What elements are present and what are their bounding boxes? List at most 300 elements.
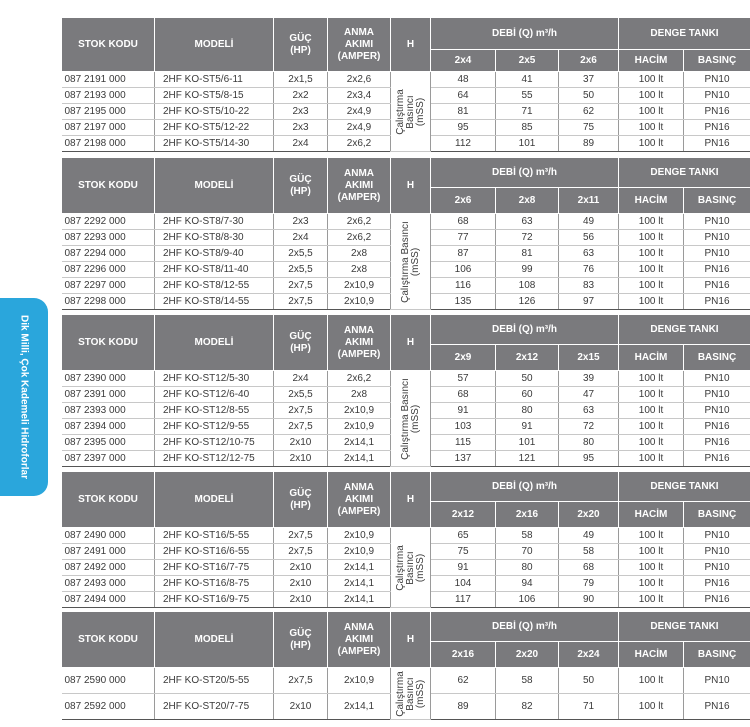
cell-flow-value: 68	[431, 214, 496, 230]
cell-power: 2x7,5	[274, 403, 328, 419]
cell-rated-current: 2x6,2	[328, 371, 391, 387]
cell-power: 2x7,5	[274, 544, 328, 560]
cell-tank-volume: 100 lt	[619, 136, 684, 152]
cell-tank-volume: 100 lt	[619, 230, 684, 246]
cell-flow-value: 76	[559, 262, 619, 278]
cell-power: 2x10	[274, 694, 328, 720]
header-balance-tank-label: DENGE TANKI	[650, 323, 719, 335]
h-label-line-2: Basıncı	[404, 94, 416, 129]
cell-flow-value: 82	[496, 694, 559, 720]
cell-model: 2HF KO-ST8/12-55	[155, 278, 274, 294]
cell-flow-value: 115	[431, 435, 496, 451]
cell-flow-value: 64	[431, 88, 496, 104]
cell-tank-volume: 100 lt	[619, 544, 684, 560]
cell-flow-value: 58	[496, 528, 559, 544]
header-flow-col: 2x15	[559, 345, 619, 371]
cell-rated-current: 2x3,4	[328, 88, 391, 104]
cell-rated-current: 2x10,9	[328, 419, 391, 435]
header-model	[155, 472, 274, 528]
cell-model: 2HF KO-ST8/7-30	[155, 214, 274, 230]
h-start-pressure-label	[396, 89, 426, 135]
cell-flow-value: 101	[496, 435, 559, 451]
header-stock-code	[62, 612, 155, 668]
header-power	[274, 18, 328, 72]
cell-model: 2HF KO-ST20/7-75	[155, 694, 274, 720]
header-balance-tank	[619, 18, 750, 50]
cell-stock-code: 087 2191 000	[62, 72, 155, 88]
cell-flow-value: 112	[431, 136, 496, 152]
header-flow-label: DEBİ (Q) m³/h	[492, 323, 557, 335]
h-start-pressure-label	[396, 671, 426, 717]
h-label-unit: (mSS)	[409, 404, 421, 433]
header-stock-code	[62, 472, 155, 528]
cell-flow-value: 87	[431, 246, 496, 262]
cell-tank-pressure: PN10	[684, 371, 750, 387]
cell-power: 2x10	[274, 451, 328, 467]
cell-stock-code: 087 2395 000	[62, 435, 155, 451]
cell-tank-pressure: PN10	[684, 560, 750, 576]
cell-power: 2x3	[274, 104, 328, 120]
cell-tank-pressure: PN10	[684, 214, 750, 230]
cell-tank-pressure: PN16	[684, 136, 750, 152]
header-pressure: BASINÇ	[684, 642, 750, 668]
h-label-line-1: Çalıştırma	[394, 670, 406, 717]
cell-stock-code: 087 2292 000	[62, 214, 155, 230]
cell-flow-value: 91	[431, 560, 496, 576]
header-power	[274, 472, 328, 528]
cell-flow-value: 55	[496, 88, 559, 104]
cell-stock-code: 087 2493 000	[62, 576, 155, 592]
cell-tank-pressure: PN16	[684, 262, 750, 278]
header-model	[155, 612, 274, 668]
header-model-label: MODELİ	[194, 493, 234, 505]
cell-model: 2HF KO-ST16/5-55	[155, 528, 274, 544]
cell-tank-volume: 100 lt	[619, 246, 684, 262]
header-rated-current	[328, 158, 391, 214]
cell-flow-value: 65	[431, 528, 496, 544]
spec-table-section	[61, 17, 750, 152]
header-flow-label: DEBİ (Q) m³/h	[492, 166, 557, 178]
cell-stock-code: 087 2198 000	[62, 136, 155, 152]
cell-tank-pressure: PN10	[684, 88, 750, 104]
cell-flow-value: 50	[559, 88, 619, 104]
cell-stock-code: 087 2393 000	[62, 403, 155, 419]
h-label-unit: (mSS)	[409, 247, 421, 276]
cell-flow-value: 80	[496, 560, 559, 576]
cell-flow-value: 106	[431, 262, 496, 278]
header-volume: HACİM	[619, 502, 684, 528]
header-flow	[431, 315, 619, 345]
cell-tank-pressure: PN10	[684, 528, 750, 544]
cell-stock-code: 087 2197 000	[62, 120, 155, 136]
header-h	[391, 315, 431, 371]
cell-stock-code: 087 2298 000	[62, 294, 155, 310]
cell-tank-pressure: PN16	[684, 120, 750, 136]
cell-flow-value: 121	[496, 451, 559, 467]
cell-flow-value: 72	[559, 419, 619, 435]
cell-flow-value: 94	[496, 576, 559, 592]
spec-table	[61, 611, 750, 720]
table-row	[62, 371, 750, 387]
cell-stock-code: 087 2491 000	[62, 544, 155, 560]
header-model-label: MODELİ	[194, 633, 234, 645]
cell-tank-pressure: PN10	[684, 668, 750, 694]
cell-model: 2HF KO-ST12/12-75	[155, 451, 274, 467]
header-stock-code-label: STOK KODU	[78, 493, 138, 505]
cell-model: 2HF KO-ST12/9-55	[155, 419, 274, 435]
cell-power: 2x7,5	[274, 278, 328, 294]
table-row	[62, 668, 750, 694]
cell-rated-current: 2x14,1	[328, 576, 391, 592]
cell-tank-pressure: PN10	[684, 403, 750, 419]
cell-h-start-pressure	[391, 668, 431, 720]
h-label-line-3: (mSS)	[414, 553, 426, 582]
cell-h-start-pressure	[391, 371, 431, 467]
cell-flow-value: 72	[496, 230, 559, 246]
cell-flow-value: 63	[496, 214, 559, 230]
cell-stock-code: 087 2590 000	[62, 668, 155, 694]
cell-power: 2x5,5	[274, 387, 328, 403]
cell-rated-current: 2x4,9	[328, 120, 391, 136]
cell-stock-code: 087 2296 000	[62, 262, 155, 278]
header-power-label: GÜÇ (HP)	[289, 330, 312, 354]
cell-model: 2HF KO-ST8/9-40	[155, 246, 274, 262]
cell-flow-value: 50	[559, 668, 619, 694]
cell-tank-volume: 100 lt	[619, 294, 684, 310]
spec-table-section	[61, 157, 750, 310]
header-volume: HACİM	[619, 188, 684, 214]
cell-tank-volume: 100 lt	[619, 668, 684, 694]
cell-flow-value: 95	[431, 120, 496, 136]
header-pressure: BASINÇ	[684, 345, 750, 371]
header-h	[391, 18, 431, 72]
spec-table-section	[61, 471, 750, 608]
cell-power: 2x10	[274, 576, 328, 592]
header-flow-col: 2x11	[559, 188, 619, 214]
header-flow-col: 2x6	[559, 50, 619, 72]
cell-flow-value: 77	[431, 230, 496, 246]
cell-rated-current: 2x8	[328, 246, 391, 262]
side-tab-label: Dik Milli, Çok Kademeli Hidroforlar	[18, 315, 30, 479]
cell-tank-volume: 100 lt	[619, 371, 684, 387]
cell-tank-pressure: PN10	[684, 246, 750, 262]
cell-model: 2HF KO-ST8/11-40	[155, 262, 274, 278]
header-stock-code-label: STOK KODU	[78, 38, 138, 50]
cell-flow-value: 104	[431, 576, 496, 592]
spec-table	[61, 471, 750, 608]
cell-stock-code: 087 2390 000	[62, 371, 155, 387]
header-flow-col: 2x4	[431, 50, 496, 72]
header-stock-code	[62, 315, 155, 371]
header-balance-tank	[619, 315, 750, 345]
cell-stock-code: 087 2391 000	[62, 387, 155, 403]
cell-flow-value: 49	[559, 528, 619, 544]
header-h	[391, 158, 431, 214]
cell-tank-volume: 100 lt	[619, 403, 684, 419]
cell-flow-value: 95	[559, 451, 619, 467]
cell-flow-value: 75	[431, 544, 496, 560]
header-rated-current-label: ANMA AKIMI (AMPER)	[337, 481, 381, 517]
cell-flow-value: 58	[496, 668, 559, 694]
cell-flow-value: 117	[431, 592, 496, 608]
cell-rated-current: 2x14,1	[328, 592, 391, 608]
cell-power: 2x4	[274, 371, 328, 387]
header-stock-code	[62, 18, 155, 72]
cell-flow-value: 101	[496, 136, 559, 152]
cell-tank-volume: 100 lt	[619, 120, 684, 136]
header-flow	[431, 472, 619, 502]
cell-flow-value: 79	[559, 576, 619, 592]
cell-power: 2x10	[274, 560, 328, 576]
cell-stock-code: 087 2297 000	[62, 278, 155, 294]
header-power	[274, 315, 328, 371]
cell-rated-current: 2x14,1	[328, 560, 391, 576]
header-rated-current-label: ANMA AKIMI (AMPER)	[337, 324, 381, 360]
header-flow-col: 2x5	[496, 50, 559, 72]
header-model-label: MODELİ	[194, 336, 234, 348]
cell-stock-code: 087 2397 000	[62, 451, 155, 467]
cell-flow-value: 39	[559, 371, 619, 387]
header-h	[391, 612, 431, 668]
header-flow	[431, 612, 619, 642]
cell-flow-value: 80	[559, 435, 619, 451]
cell-rated-current: 2x10,9	[328, 294, 391, 310]
cell-rated-current: 2x6,2	[328, 214, 391, 230]
cell-tank-volume: 100 lt	[619, 278, 684, 294]
cell-model: 2HF KO-ST5/10-22	[155, 104, 274, 120]
header-h	[391, 472, 431, 528]
cell-flow-value: 57	[431, 371, 496, 387]
cell-h-start-pressure	[391, 528, 431, 608]
h-label-line-2: Basıncı	[404, 676, 416, 711]
header-volume: HACİM	[619, 345, 684, 371]
h-label-text: Çalıştırma Basıncı	[399, 220, 411, 303]
table-row	[62, 214, 750, 230]
header-volume: HACİM	[619, 50, 684, 72]
header-volume: HACİM	[619, 642, 684, 668]
cell-flow-value: 71	[496, 104, 559, 120]
cell-rated-current: 2x14,1	[328, 435, 391, 451]
cell-model: 2HF KO-ST20/5-55	[155, 668, 274, 694]
cell-flow-value: 47	[559, 387, 619, 403]
cell-rated-current: 2x10,9	[328, 403, 391, 419]
header-flow-label: DEBİ (Q) m³/h	[492, 27, 557, 39]
cell-rated-current: 2x14,1	[328, 451, 391, 467]
cell-tank-volume: 100 lt	[619, 592, 684, 608]
header-flow-col: 2x12	[431, 502, 496, 528]
header-flow-label: DEBİ (Q) m³/h	[492, 620, 557, 632]
cell-rated-current: 2x8	[328, 387, 391, 403]
cell-tank-pressure: PN10	[684, 230, 750, 246]
cell-stock-code: 087 2293 000	[62, 230, 155, 246]
h-label-line-3: (mSS)	[414, 679, 426, 708]
cell-flow-value: 37	[559, 72, 619, 88]
cell-flow-value: 62	[431, 668, 496, 694]
header-rated-current	[328, 315, 391, 371]
cell-flow-value: 75	[559, 120, 619, 136]
header-power-label: GÜÇ (HP)	[289, 173, 312, 197]
cell-flow-value: 63	[559, 246, 619, 262]
cell-model: 2HF KO-ST12/5-30	[155, 371, 274, 387]
cell-flow-value: 85	[496, 120, 559, 136]
cell-model: 2HF KO-ST8/8-30	[155, 230, 274, 246]
h-label-line-1: Çalıştırma	[394, 544, 406, 591]
cell-flow-value: 83	[559, 278, 619, 294]
cell-flow-value: 81	[431, 104, 496, 120]
header-balance-tank	[619, 158, 750, 188]
cell-flow-value: 89	[431, 694, 496, 720]
cell-power: 2x5,5	[274, 246, 328, 262]
spec-table	[61, 314, 750, 467]
cell-tank-pressure: PN10	[684, 544, 750, 560]
cell-model: 2HF KO-ST5/14-30	[155, 136, 274, 152]
header-model-label: MODELİ	[194, 179, 234, 191]
cell-power: 2x7,5	[274, 668, 328, 694]
cell-flow-value: 68	[559, 560, 619, 576]
cell-rated-current: 2x4,9	[328, 104, 391, 120]
header-rated-current-label: ANMA AKIMI (AMPER)	[337, 26, 381, 62]
header-h-label: H	[406, 336, 415, 348]
cell-flow-value: 103	[431, 419, 496, 435]
cell-rated-current: 2x10,9	[328, 544, 391, 560]
cell-stock-code: 087 2494 000	[62, 592, 155, 608]
header-flow-col: 2x9	[431, 345, 496, 371]
header-rated-current-label: ANMA AKIMI (AMPER)	[337, 167, 381, 203]
cell-flow-value: 99	[496, 262, 559, 278]
cell-model: 2HF KO-ST5/6-11	[155, 72, 274, 88]
cell-flow-value: 126	[496, 294, 559, 310]
header-pressure: BASINÇ	[684, 188, 750, 214]
cell-tank-volume: 100 lt	[619, 214, 684, 230]
cell-tank-pressure: PN16	[684, 576, 750, 592]
header-balance-tank	[619, 472, 750, 502]
header-model	[155, 18, 274, 72]
header-model-label: MODELİ	[194, 38, 234, 50]
cell-flow-value: 91	[496, 419, 559, 435]
cell-flow-value: 68	[431, 387, 496, 403]
header-balance-tank-label: DENGE TANKI	[650, 480, 719, 492]
h-label-text: Çalıştırma Basıncı	[399, 377, 411, 460]
header-flow-col: 2x8	[496, 188, 559, 214]
cell-h-start-pressure	[391, 72, 431, 152]
cell-power: 2x3	[274, 214, 328, 230]
cell-stock-code: 087 2592 000	[62, 694, 155, 720]
cell-tank-volume: 100 lt	[619, 435, 684, 451]
cell-rated-current: 2x2,6	[328, 72, 391, 88]
cell-flow-value: 63	[559, 403, 619, 419]
cell-tank-volume: 100 lt	[619, 72, 684, 88]
header-flow-col: 2x12	[496, 345, 559, 371]
cell-flow-value: 70	[496, 544, 559, 560]
cell-stock-code: 087 2193 000	[62, 88, 155, 104]
header-balance-tank	[619, 612, 750, 642]
cell-rated-current: 2x10,9	[328, 278, 391, 294]
header-rated-current	[328, 612, 391, 668]
header-balance-tank-label: DENGE TANKI	[650, 27, 719, 39]
header-power	[274, 612, 328, 668]
cell-rated-current: 2x14,1	[328, 694, 391, 720]
cell-tank-pressure: PN10	[684, 387, 750, 403]
cell-tank-volume: 100 lt	[619, 262, 684, 278]
cell-model: 2HF KO-ST12/8-55	[155, 403, 274, 419]
cell-power: 2x4	[274, 230, 328, 246]
cell-flow-value: 81	[496, 246, 559, 262]
table-row	[62, 528, 750, 544]
header-power	[274, 158, 328, 214]
cell-rated-current: 2x10,9	[328, 668, 391, 694]
cell-flow-value: 56	[559, 230, 619, 246]
cell-model: 2HF KO-ST16/9-75	[155, 592, 274, 608]
cell-power: 2x10	[274, 435, 328, 451]
cell-h-start-pressure	[391, 214, 431, 310]
cell-tank-volume: 100 lt	[619, 451, 684, 467]
header-h-label: H	[406, 38, 415, 50]
cell-stock-code: 087 2492 000	[62, 560, 155, 576]
cell-tank-pressure: PN16	[684, 592, 750, 608]
cell-flow-value: 41	[496, 72, 559, 88]
header-flow	[431, 18, 619, 50]
header-stock-code	[62, 158, 155, 214]
cell-flow-value: 62	[559, 104, 619, 120]
header-balance-tank-label: DENGE TANKI	[650, 620, 719, 632]
cell-tank-pressure: PN10	[684, 72, 750, 88]
header-flow-col: 2x20	[559, 502, 619, 528]
cell-flow-value: 106	[496, 592, 559, 608]
cell-tank-volume: 100 lt	[619, 528, 684, 544]
cell-flow-value: 58	[559, 544, 619, 560]
cell-flow-value: 80	[496, 403, 559, 419]
cell-flow-value: 71	[559, 694, 619, 720]
header-balance-tank-label: DENGE TANKI	[650, 166, 719, 178]
header-power-label: GÜÇ (HP)	[289, 627, 312, 651]
cell-stock-code: 087 2490 000	[62, 528, 155, 544]
header-pressure: BASINÇ	[684, 50, 750, 72]
cell-rated-current: 2x10,9	[328, 528, 391, 544]
cell-power: 2x1,5	[274, 72, 328, 88]
cell-power: 2x2	[274, 88, 328, 104]
cell-flow-value: 48	[431, 72, 496, 88]
cell-power: 2x3	[274, 120, 328, 136]
header-flow-col: 2x24	[559, 642, 619, 668]
spec-table-section	[61, 314, 750, 467]
cell-power: 2x7,5	[274, 528, 328, 544]
header-flow-col: 2x16	[496, 502, 559, 528]
header-stock-code-label: STOK KODU	[78, 336, 138, 348]
cell-tank-volume: 100 lt	[619, 694, 684, 720]
spec-table-section	[61, 611, 750, 720]
cell-rated-current: 2x6,2	[328, 136, 391, 152]
header-rated-current	[328, 18, 391, 72]
cell-tank-pressure: PN16	[684, 451, 750, 467]
header-h-label: H	[406, 179, 415, 191]
cell-power: 2x5,5	[274, 262, 328, 278]
cell-model: 2HF KO-ST8/14-55	[155, 294, 274, 310]
cell-flow-value: 90	[559, 592, 619, 608]
header-stock-code-label: STOK KODU	[78, 633, 138, 645]
header-model	[155, 315, 274, 371]
header-rated-current	[328, 472, 391, 528]
spec-table	[61, 17, 750, 152]
header-pressure: BASINÇ	[684, 502, 750, 528]
header-flow-col: 2x6	[431, 188, 496, 214]
cell-tank-pressure: PN16	[684, 278, 750, 294]
cell-tank-pressure: PN16	[684, 435, 750, 451]
side-tab[interactable]	[0, 298, 48, 496]
cell-rated-current: 2x6,2	[328, 230, 391, 246]
cell-tank-pressure: PN16	[684, 694, 750, 720]
header-stock-code-label: STOK KODU	[78, 179, 138, 191]
cell-power: 2x10	[274, 592, 328, 608]
